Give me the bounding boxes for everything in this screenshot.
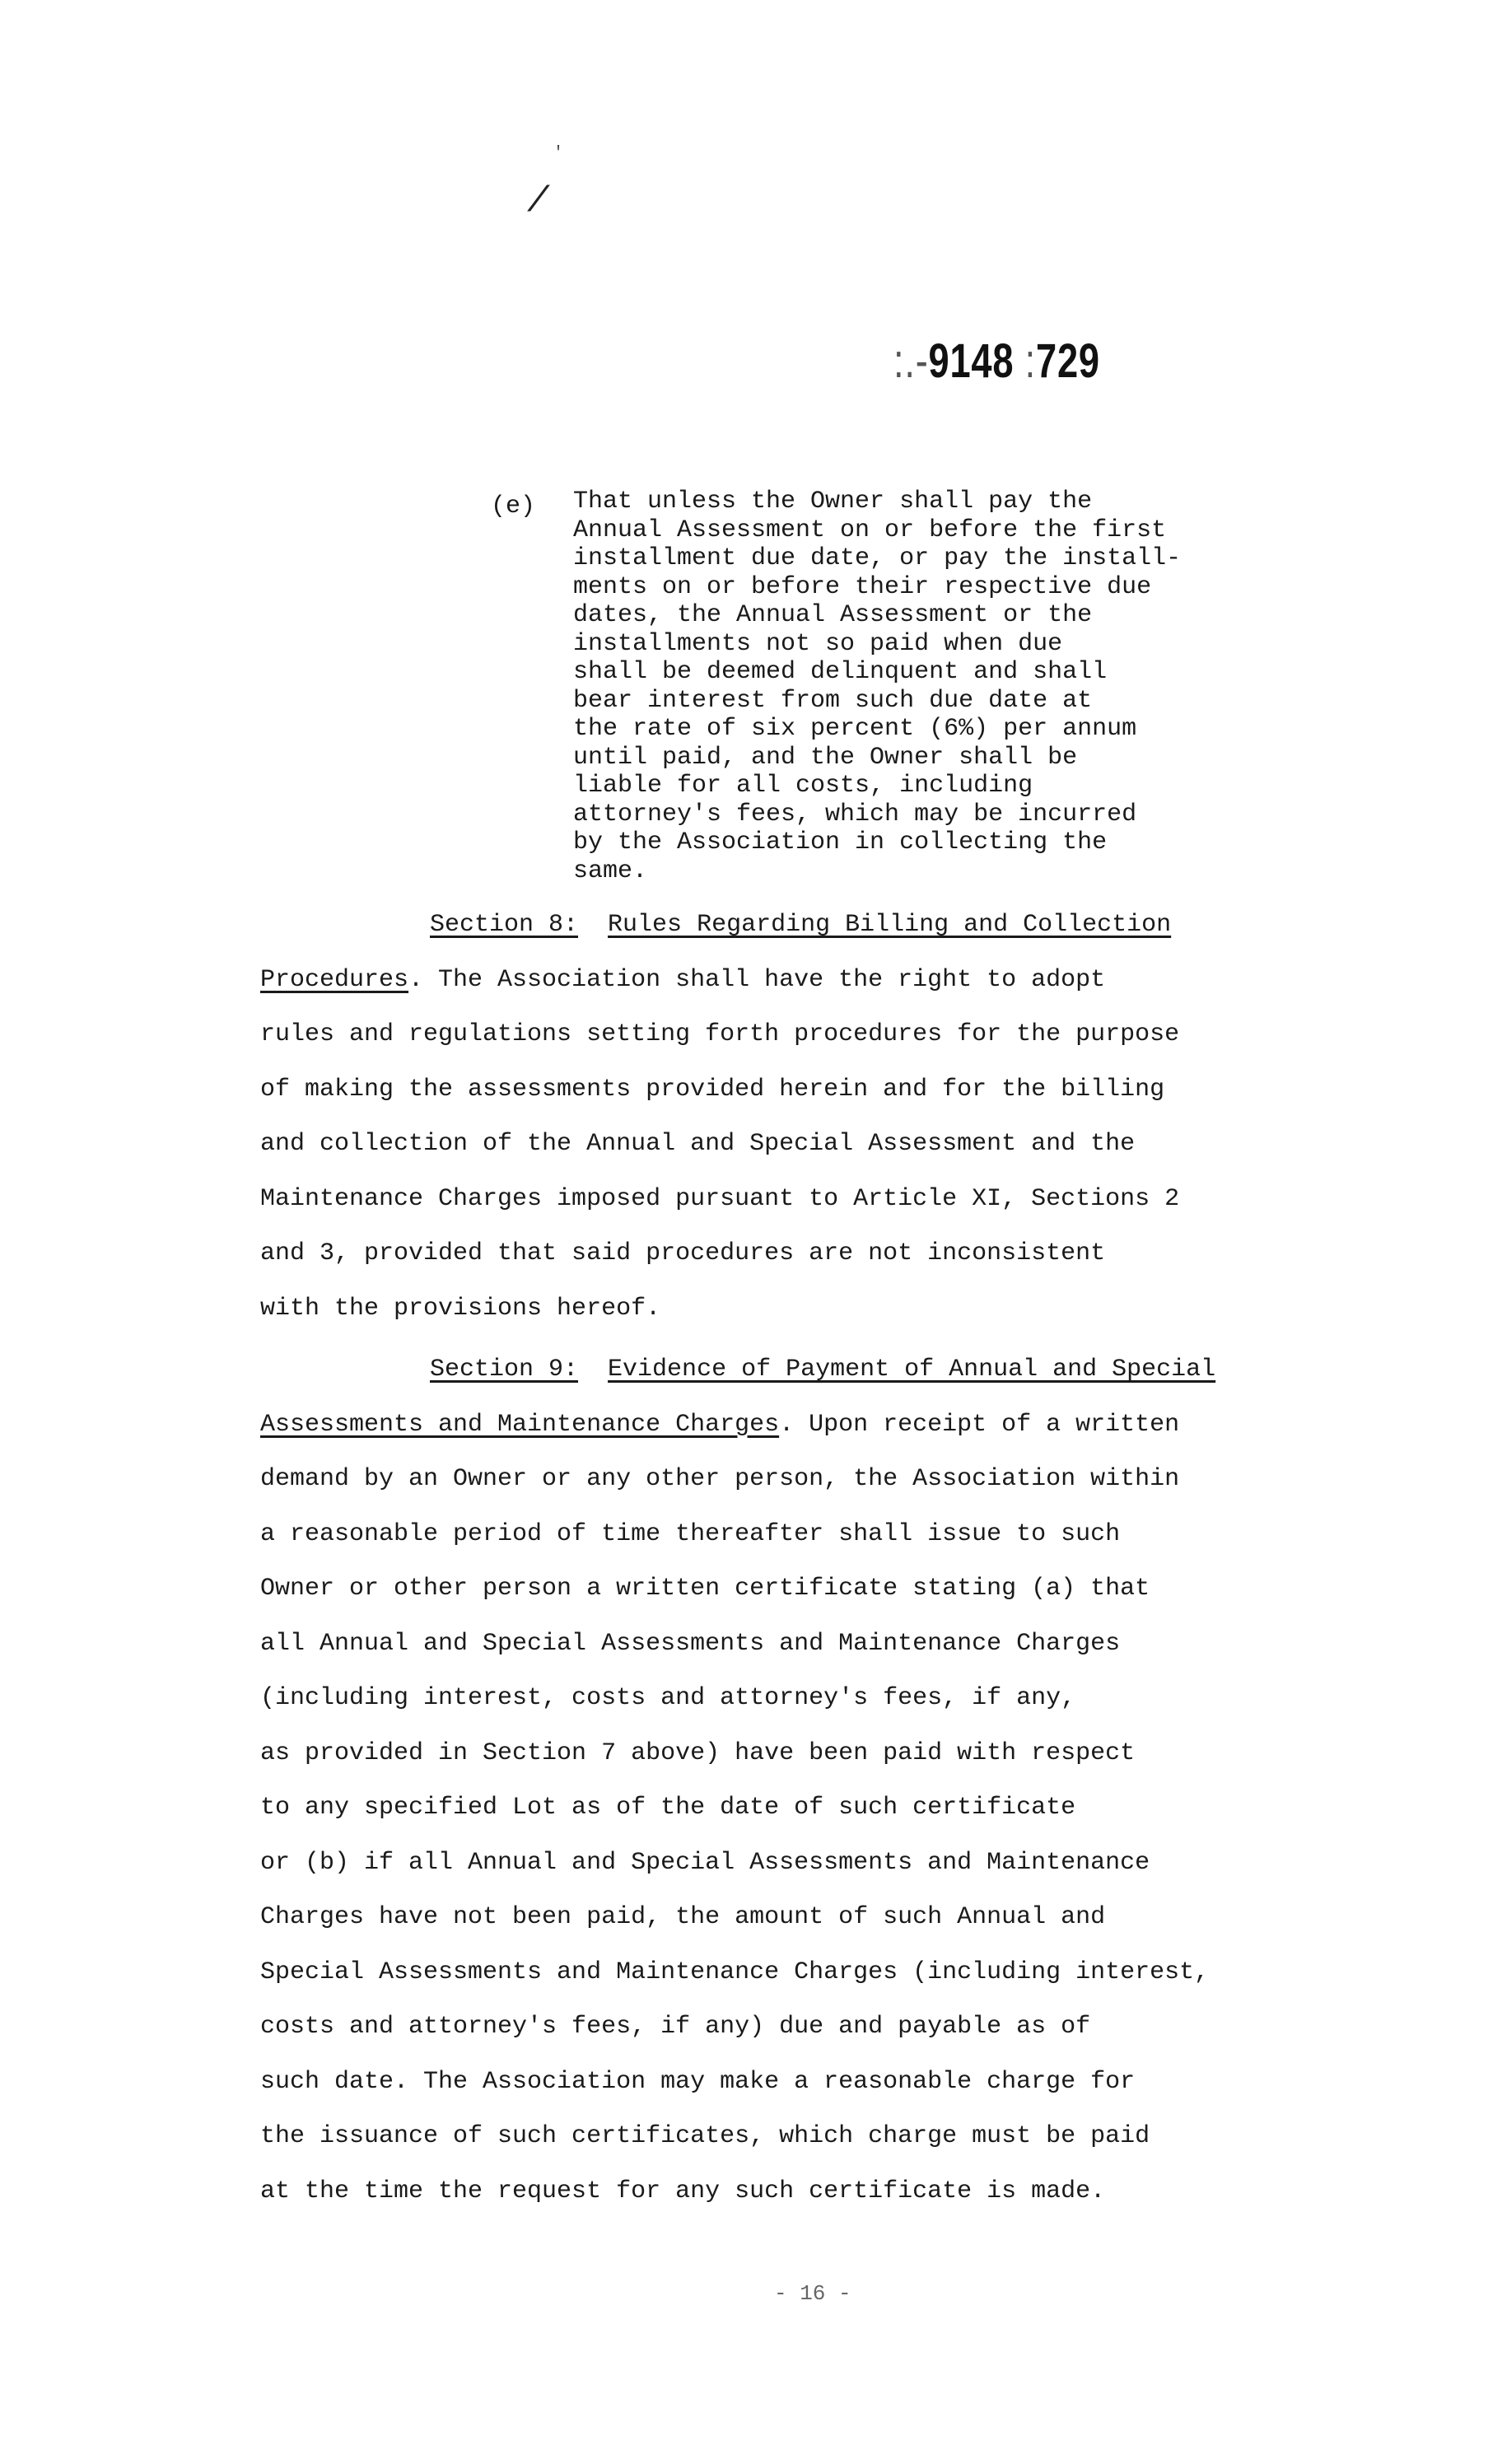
section-heading [260, 898, 1355, 953]
section-text-start: . Upon receipt of a written [779, 1410, 1180, 1439]
text-line: bear interest from such due date at [573, 686, 1093, 715]
section-label: Section 9: [430, 1356, 579, 1384]
text-line: installment due date, or pay the install- [573, 544, 1182, 572]
text-line [260, 953, 1355, 1008]
text-line: until paid, and the Owner shall be [573, 743, 1078, 772]
text-line: all Annual and Special Assessments and Maintenance Charges [260, 1629, 1121, 1658]
text-line: shall be deemed delinquent and shall [573, 658, 1108, 686]
text-line: dates, the Annual Assessment or the [573, 601, 1093, 629]
section-label: Section 8: [430, 911, 579, 939]
text-line: by the Association in collecting the [573, 828, 1108, 856]
text-line: liable for all costs, including [573, 772, 1033, 800]
text-line [260, 1398, 1355, 1453]
text-line: attorney's fees, which may be incurred [573, 800, 1137, 828]
text-line: Owner or other person a written certificate stating (a) that [260, 1575, 1150, 1603]
text-line: and 3, provided that said procedures are not inconsistent [260, 1239, 1106, 1267]
text-line: Maintenance Charges imposed pursuant to Article XI, Sections 2 [260, 1184, 1180, 1213]
text-line: a reasonable period of time thereafter shall issue to such [260, 1519, 1121, 1548]
corner-mark: / [527, 181, 549, 222]
text-line: the rate of six percent (6%) per annum [573, 715, 1137, 743]
recording-prefix: :.- [893, 334, 929, 388]
text-line: the issuance of such certificates, which charge must be paid [260, 2122, 1150, 2150]
recording-stamp [893, 334, 1100, 389]
section-heading [260, 1342, 1355, 1398]
section-9 [260, 1342, 1355, 2219]
text-line: such date. The Association may make a reasonable charge for [260, 2067, 1136, 2096]
text-line: as provided in Section 7 above) have been paid with respect [260, 1738, 1136, 1767]
text-line: ments on or before their respective due [573, 572, 1152, 601]
recording-book-number: 9148 [928, 334, 1015, 388]
section-title: Rules Regarding Billing and Collection [608, 911, 1172, 939]
text-line: to any specified Lot as of the date of such certificate [260, 1794, 1076, 1822]
text-line: installments not so paid when due [573, 629, 1063, 658]
text-line: Charges have not been paid, the amount of such Annual and [260, 1903, 1106, 1931]
stray-mark: ' [553, 144, 564, 163]
text-line: costs and attorney's fees, if any) due and payable as of [260, 2013, 1091, 2041]
page-number: - 16 - [774, 2281, 851, 2306]
recording-separator: : [1024, 334, 1037, 388]
subsection-text [573, 488, 1314, 885]
text-line: That unless the Owner shall pay the [573, 488, 1093, 516]
text-line: demand by an Owner or any other person, the Association within [260, 1465, 1180, 1493]
text-line: and collection of the Annual and Special Assessment and the [260, 1130, 1136, 1158]
text-line: at the time the request for any such certificate is made. [260, 2177, 1106, 2205]
text-line: Special Assessments and Maintenance Charges (including interest, [260, 1958, 1210, 1986]
text-line: (including interest, costs and attorney's fees, if any, [260, 1684, 1076, 1712]
text-line: same. [573, 856, 648, 885]
text-line: rules and regulations setting forth procedures for the purpose [260, 1020, 1180, 1048]
text-line: or (b) if all Annual and Special Assessments and Maintenance [260, 1848, 1150, 1877]
text-line: Annual Assessment on or before the first [573, 516, 1167, 544]
section-title-continued: Procedures [260, 965, 409, 994]
subsection-label: (e) [491, 492, 536, 520]
section-8 [260, 898, 1355, 1336]
recording-page-number: 729 [1036, 334, 1100, 388]
text-line: of making the assessments provided herein and for the billing [260, 1075, 1165, 1104]
section-title: Evidence of Payment of Annual and Special [608, 1356, 1216, 1384]
text-line: with the provisions hereof. [260, 1294, 661, 1323]
section-text-start: . The Association shall have the right to adopt [408, 965, 1106, 994]
section-title-continued: Assessments and Maintenance Charges [260, 1410, 780, 1439]
